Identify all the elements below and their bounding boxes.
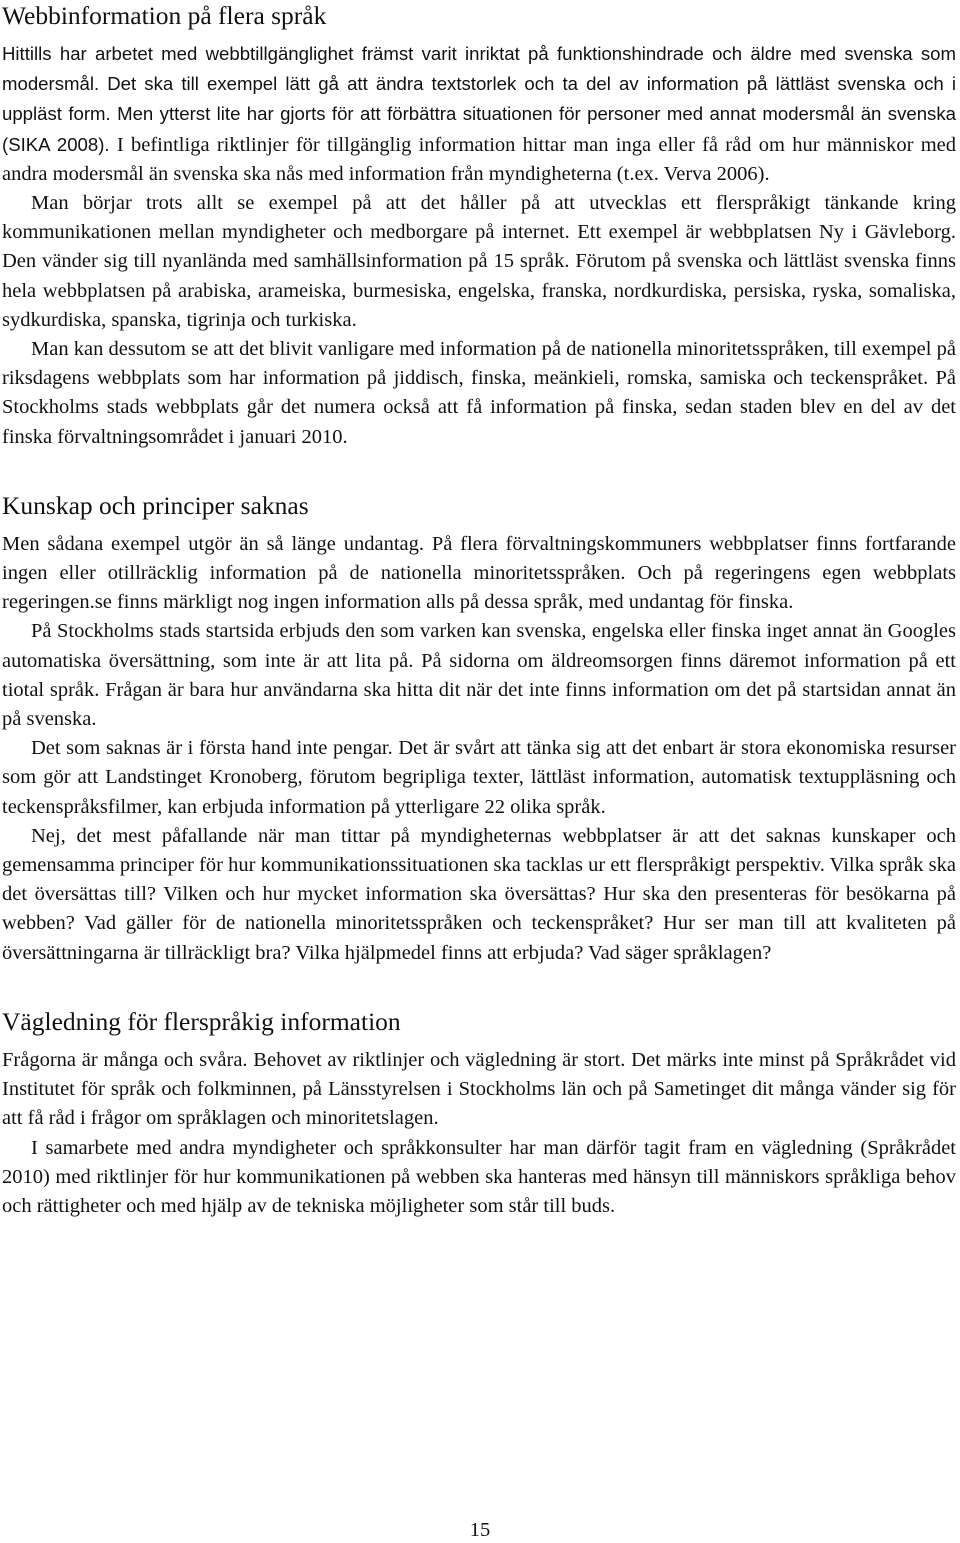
section-vagledning (2, 1006, 956, 1221)
paragraph: Nej, det mest påfallande när man tittar på myndigheternas webbplatser är att det saknas kunskaper och gemensamma principer för hur kommunikationssituationen ska tacklas ur ett flerspråkigt perspektiv. Vilka språk ska det översättas till? Vilken och hur mycket information ska översättas? Hur ska den presenteras för besökarna på webben? Vad gäller för de nationella minoritetsspråken och teckenspråket? Hur ser man till att kvaliteten på översättningarna är tillräckligt bra? Vilka hjälpmedel finns att erbjuda? Vad säger språklagen? (2, 824, 956, 964)
paragraph (2, 39, 956, 189)
paragraph: I samarbete med andra myndigheter och språkkonsulter har man därför tagit fram en vägledning (Språkrådet 2010) med riktlinjer för hur kommunikationen på webben ska hanteras med hänsyn till människors språkliga behov och rättigheter och med hjälp av de tekniska möjligheter som står till buds. (2, 1136, 956, 1217)
section-webbinformation (2, 0, 956, 452)
paragraph-run: Hittills har arbetet med webbtillgänglighet främst varit inriktat på funktionshindrade och äldre med svenska som modersmål. Det ska till exempel lätt gå att ändra textstorlek och ta del av information på lättläst svenska och i uppläst form. Men ytterst lite har gjorts för att förbättra situationen för personer med annat modersmål än svenska (SIKA 2008). (2, 43, 956, 155)
document-body (2, 0, 956, 1221)
paragraph: Man kan dessutom se att det blivit vanligare med information på de nationella minoritetsspråken, till exempel på riksdagens webbplats som har information på jiddisch, finska, meänkieli, romska, samiska och teckenspråket. På Stockholms stads webbplats går det numera också att få information på finska, sedan staden blev en del av det finska förvaltningsområdet i januari 2010. (2, 338, 956, 448)
paragraph: Frågorna är många och svåra. Behovet av riktlinjer och vägledning är stort. Det märks inte minst på Språkrådet vid Institutet för språk och folkminnen, på Länsstyrelsen i Stockholms län och på Sametinget dit många vänder sig för att få råd i frågor om språklagen och minoritetslagen. (2, 1048, 956, 1130)
section-heading: Kunskap och principer saknas (2, 490, 309, 520)
section-heading: Vägledning för flerspråkig information (2, 1006, 401, 1036)
section-heading: Webbinformation på flera språk (2, 1, 327, 30)
paragraph: På Stockholms stads startsida erbjuds den som varken kan svenska, engelska eller finska inget annat än Googles automatiska översättning, som inte är att lita på. På sidorna om äldreomsorgen finns däremot information på ett tiotal språk. Frågan är bara hur användarna ska hitta dit när det inte finns information om det på startsidan annat än på svenska. (2, 620, 956, 731)
paragraph: Man börjar trots allt se exempel på att det håller på att utvecklas ett flerspråkigt tänkande kring kommunikationen mellan myndigheter och medborgare på internet. Ett exempel är webbplatsen Ny i Gävleborg. Den vänder sig till nyanlända med samhällsinformation på 15 språk. Förutom på svenska och lättläst svenska finns hela webbplatsen på arabiska, arameiska, burmesiska, engelska, franska, nordkurdiska, persiska, ryska, somaliska, sydkurdiska, spanska, tigrinja och turkiska. (2, 192, 956, 331)
section-kunskap (2, 490, 956, 968)
page-number: 15 (469, 1519, 491, 1541)
paragraph: Men sådana exempel utgör än så länge undantag. På flera förvaltningskommuners webbplatser finns fortfarande ingen eller otillräcklig information på de nationella minoritetsspråken. Och på regeringens egen webbplats regeringen.se finns märkligt nog ingen information alls på dessa språk, med undantag för finska. (2, 532, 956, 614)
paragraph: Det som saknas är i första hand inte pengar. Det är svårt att tänka sig att det enbart är stora ekonomiska resurser som gör att Landstinget Kronoberg, förutom begripliga texter, lättläst information, automatisk textuppläsning och teckenspråksfilmer, kan erbjuda information på ytterligare 22 olika språk. (2, 737, 956, 818)
paragraph-run: I befintliga riktlinjer för tillgänglig information hittar man inga eller få råd om hur människor med andra modersmål än svenska ska nås med information från myndigheterna (t.ex. Verva 2006). (2, 133, 956, 185)
